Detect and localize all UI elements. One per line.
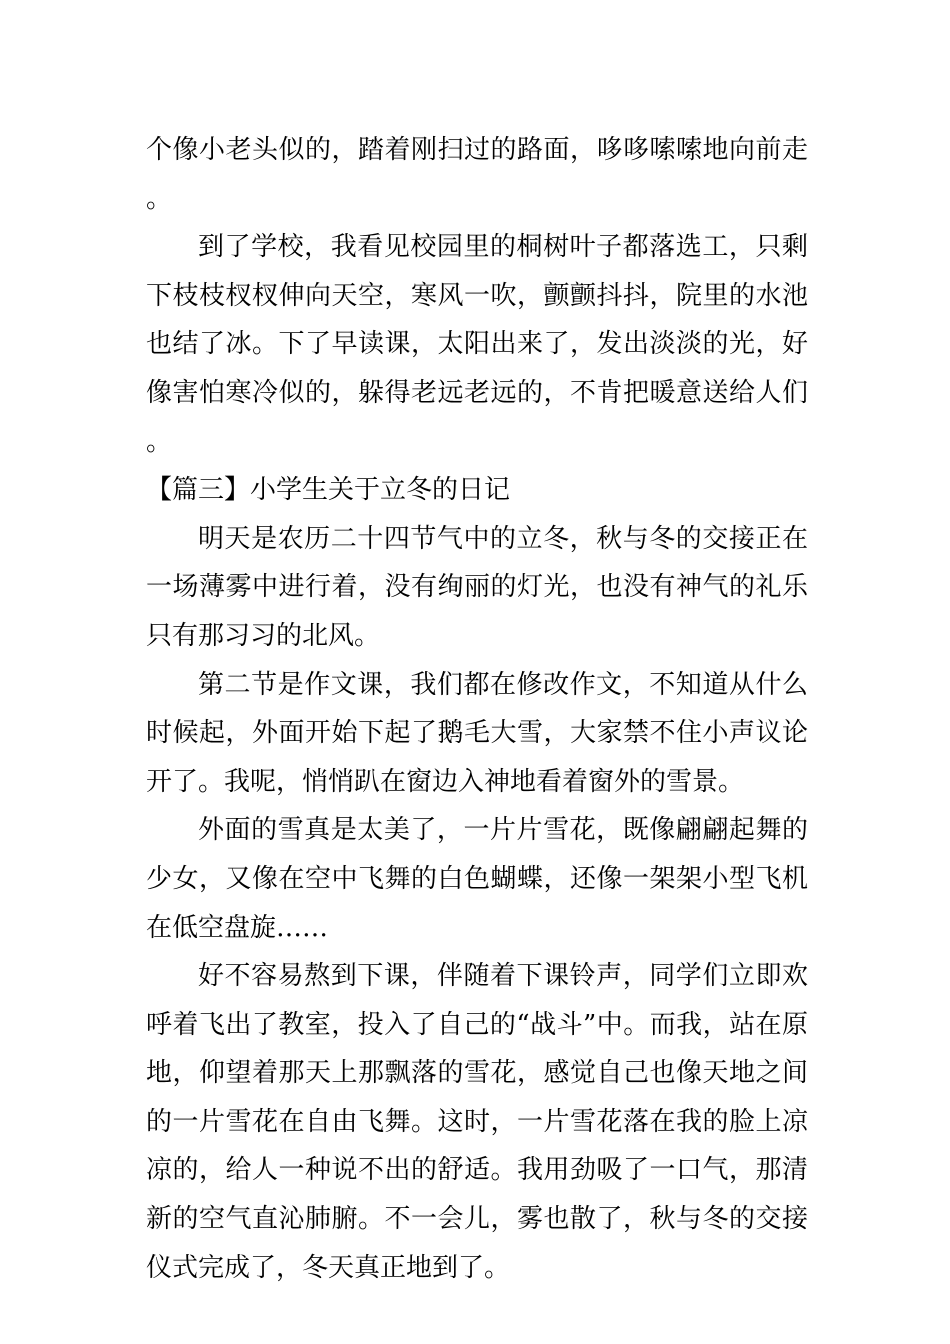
paragraph-continuation: 个像小老头似的，踏着刚扫过的路面，哆哆嗦嗦地向前走。 (146, 135, 808, 214)
paragraph-snow-beauty: 外面的雪真是太美了，一片片雪花，既像翩翩起舞的少女，又像在空中飞舞的白色蝴蝶，还像一架架小型飞机在低空盘旋…… (146, 815, 808, 943)
paragraph-after-class: 好不容易熬到下课，伴随着下课铃声，同学们立即欢呼着飞出了教室，投入了自己的“战斗”中。而我，站在原地，仰望着那天上那飘落的雪花，感觉自己也像天地之间的一片雪花在自由飞舞。这时，一片雪花落在我的脸上凉凉的，给人一种说不出的舒适。我用劲吸了一口气，那清新的空气直沁肺腑。不一会儿，雾也散了，秋与冬的交接仪式完成了，冬天真正地到了。 (146, 961, 808, 1283)
paragraph-lidong-intro: 明天是农历二十四节气中的立冬，秋与冬的交接正在一场薄雾中进行着，没有绚丽的灯光，也没有神气的礼乐只有那习习的北风。 (146, 523, 808, 651)
paragraph-composition-class: 第二节是作文课，我们都在修改作文，不知道从什么时候起，外面开始下起了鹅毛大雪，大家禁不住小声议论开了。我呢，悄悄趴在窗边入神地看着窗外的雪景。 (146, 669, 808, 797)
section-heading: 【篇三】小学生关于立冬的日记 (146, 475, 511, 506)
document-page (146, 126, 808, 1292)
paragraph-school-scene: 到了学校，我看见校园里的桐树叶子都落选工，只剩下枝枝杈杈伸向天空，寒风一吹，颤颤抖抖，院里的水池也结了冰。下了早读课，太阳出来了，发出淡淡的光，好像害怕寒冷似的，躲得老远老远的，不肯把暖意送给人们。 (146, 232, 808, 457)
